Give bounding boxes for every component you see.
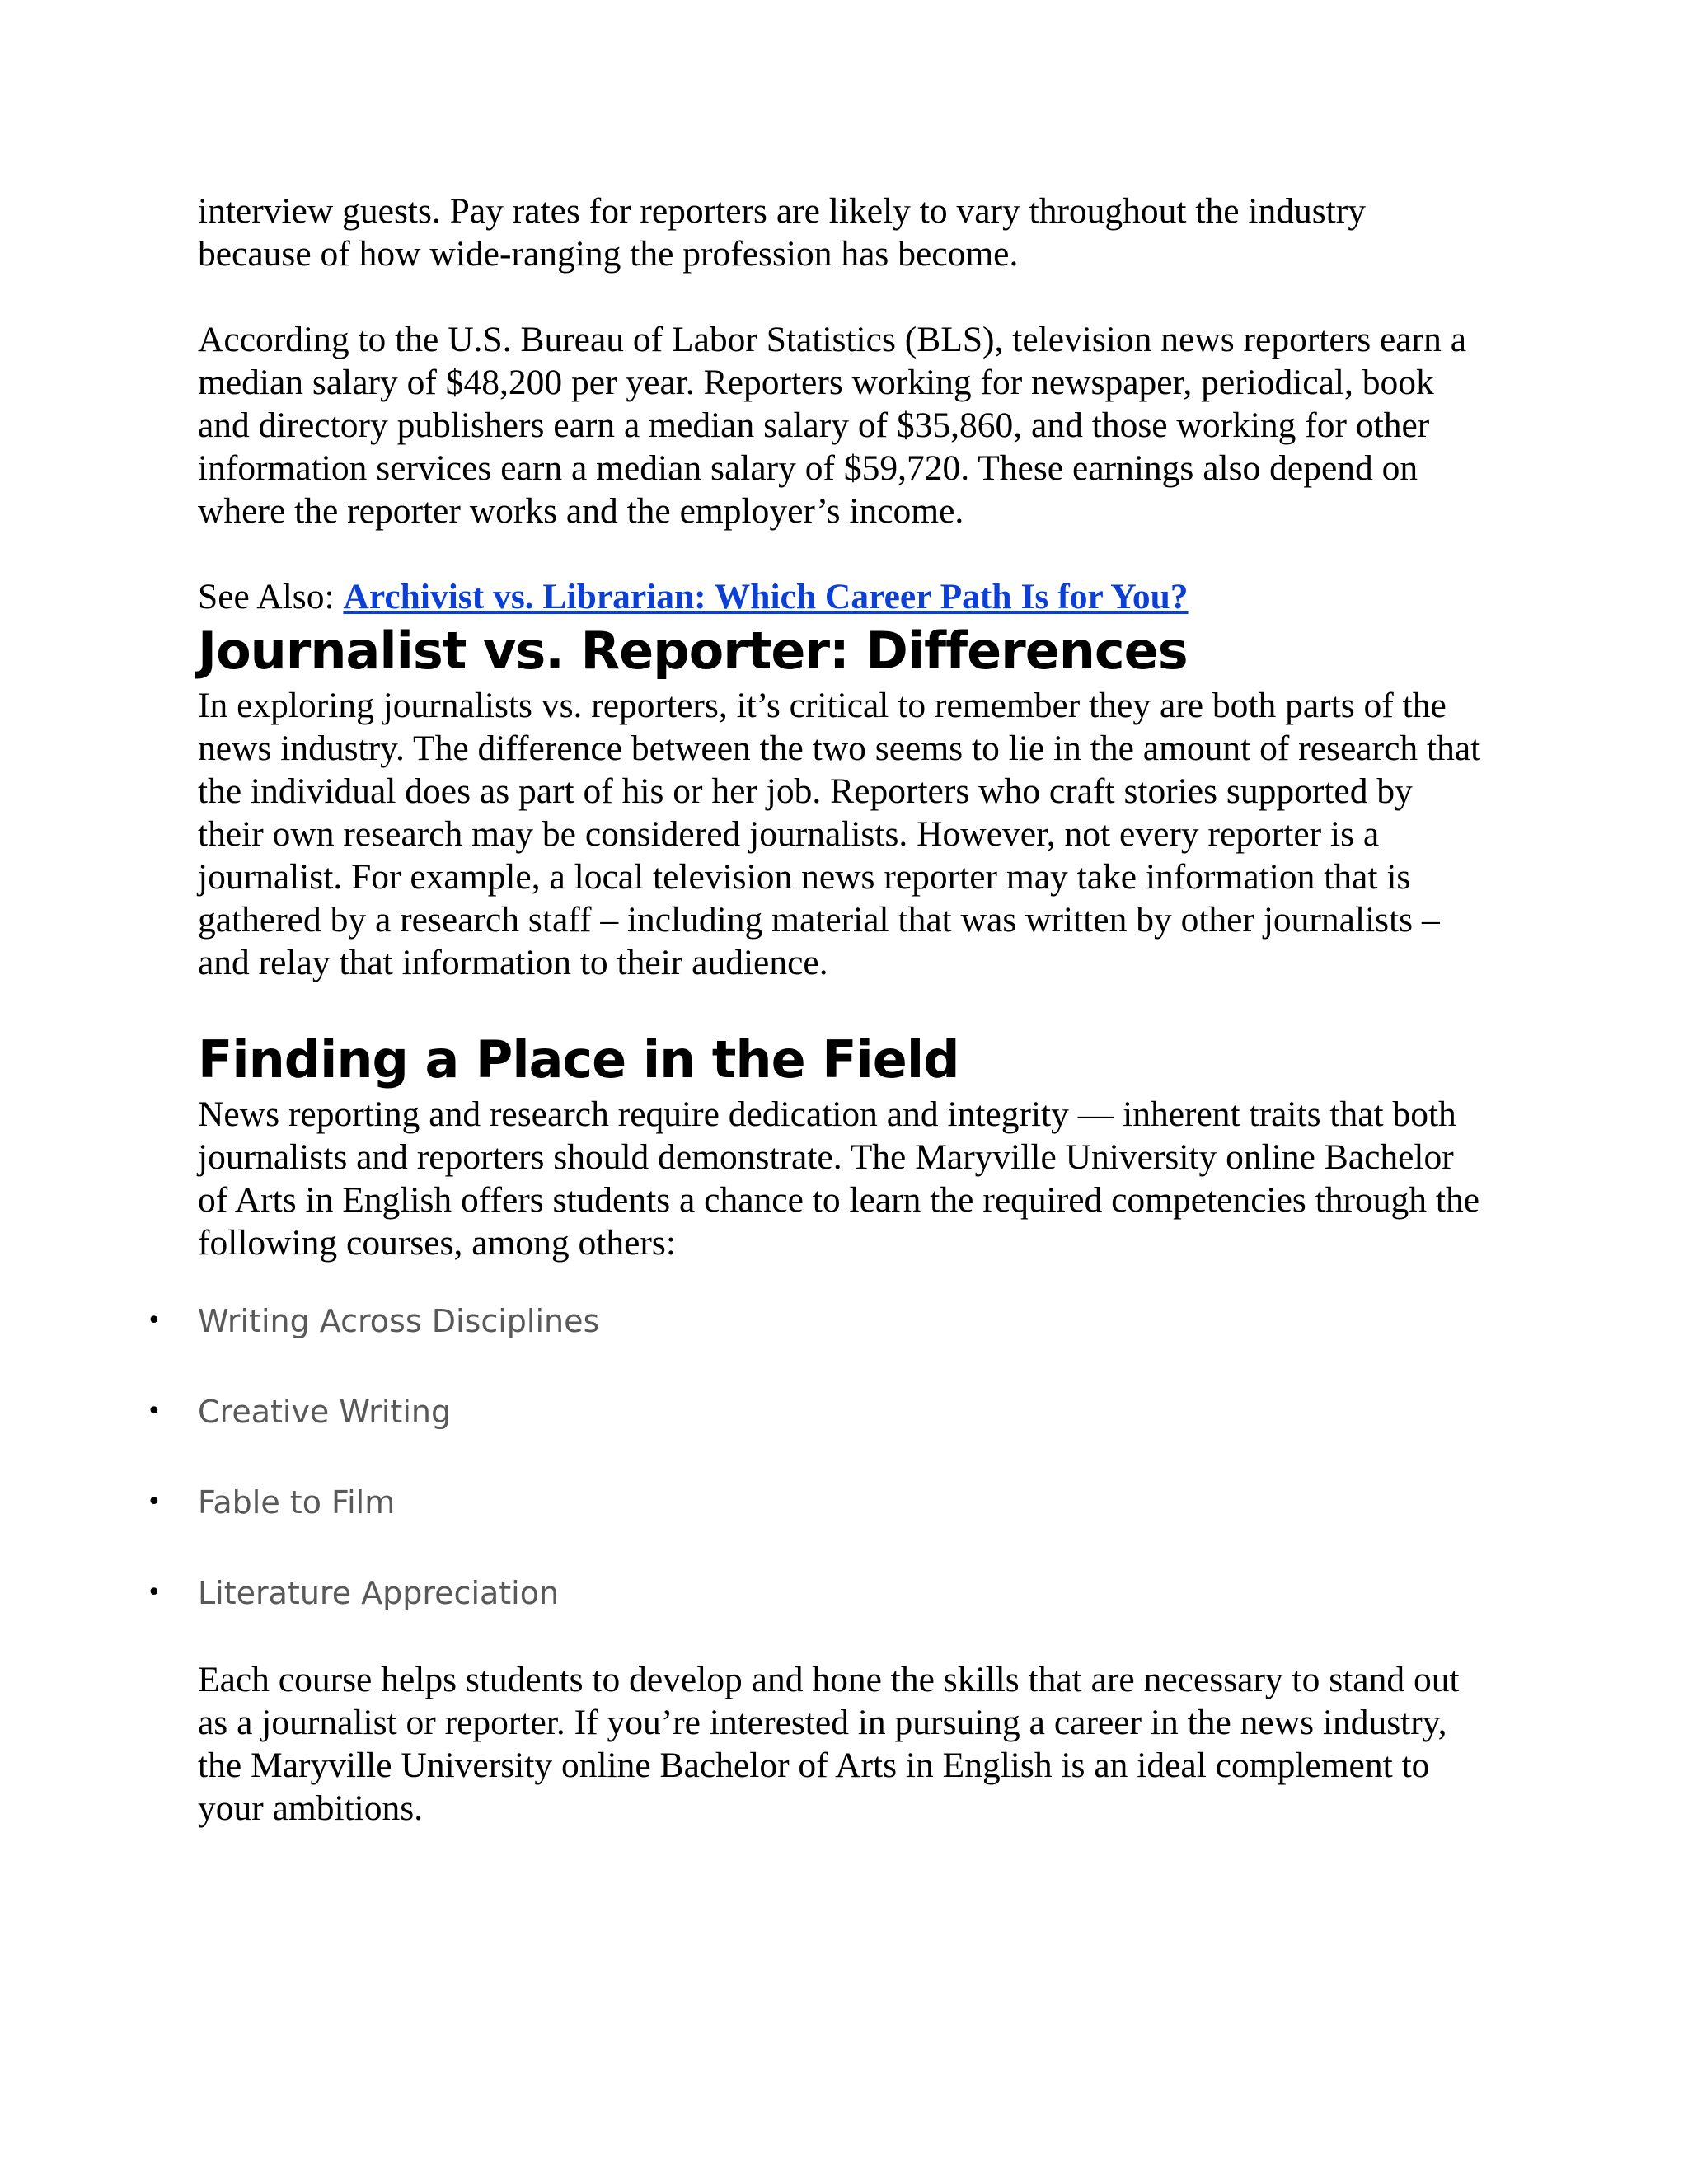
paragraph-conclusion: Each course helps students to develop and hone the skills that are necessary to stand out as a journalist or reporter. If you’re interested in pursuing a career in the news industry, the Maryville University online Bachelor of Arts in English is an ideal complement to your ambitions.: [198, 1660, 1460, 1828]
list-item: [147, 1482, 1484, 1523]
course-name: Writing Across Disciplines: [198, 1303, 600, 1339]
see-also-line: [198, 575, 1484, 618]
paragraph-bls-salary: According to the U.S. Bureau of Labor Statistics (BLS), television news reporters earn a median salary of $48,200 per year. Reporters working for newspaper, periodical, book and directory publishers earn a median salary of $35,860, and those working for other information services earn a median salary of $59,720. These earnings also depend on where the reporter works and the employer’s income.: [198, 320, 1467, 531]
bullet-icon: •: [147, 1306, 162, 1335]
list-item: [147, 1301, 1484, 1342]
see-also-link[interactable]: Archivist vs. Librarian: Which Career Path Is for You?: [343, 577, 1189, 616]
paragraph-pay-rates: interview guests. Pay rates for reporters are likely to vary throughout the industry because of how wide-ranging the profession has become.: [198, 191, 1366, 274]
bullet-icon: •: [147, 1578, 162, 1607]
paragraph-maryville-courses: News reporting and research require dedication and integrity — inherent traits that both journalists and reporters should demonstrate. The Maryville University online Bachelor of Arts in English offers students a chance to learn the required competencies through the following courses, among others:: [198, 1094, 1480, 1263]
see-also-prefix: See Also:: [198, 577, 344, 616]
bullet-icon: •: [147, 1488, 162, 1516]
paragraph-differences: In exploring journalists vs. reporters, it’s critical to remember they are both parts of the news industry. The difference between the two seems to lie in the amount of research that the individual does as part of his or her job. Reporters who craft stories supported by their own research may be considered journalists. However, not every reporter is a journalist. For example, a local television news reporter may take information that is gathered by a research staff – including material that was written by other journalists –and relay that information to their audience.: [198, 686, 1481, 982]
list-item: [147, 1391, 1484, 1432]
course-name: Creative Writing: [198, 1394, 452, 1430]
bullet-icon: •: [147, 1397, 162, 1426]
list-item: [147, 1572, 1484, 1614]
course-name: Literature Appreciation: [198, 1575, 560, 1611]
course-name: Fable to Film: [198, 1484, 396, 1521]
heading-finding-place: Finding a Place in the Field: [198, 1029, 959, 1090]
course-list: [147, 1301, 1484, 1614]
heading-differences: Journalist vs. Reporter: Differences: [198, 621, 1188, 681]
document-page: [147, 190, 1484, 1830]
